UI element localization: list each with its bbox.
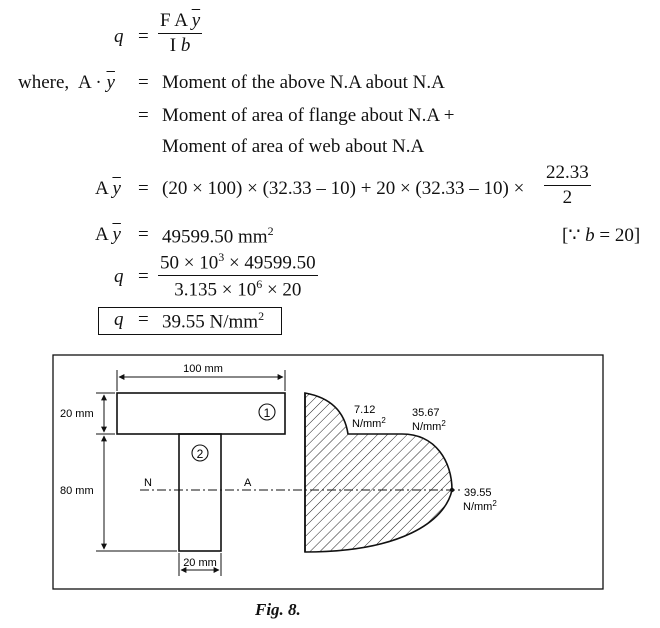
result-value: 39.55 $N/mm^2$ bbox=[162, 309, 265, 333]
eq3-value: 49599.50 $mm^2$ bbox=[162, 224, 274, 248]
note-b-equals-20: [∵ b = 20] bbox=[562, 225, 641, 246]
stress-flange-junction-unit: $N/mm^2$ bbox=[352, 416, 386, 430]
area-2-label: 2 bbox=[196, 447, 204, 461]
denominator-b: b bbox=[180, 35, 191, 56]
neutral-axis-label-a: A bbox=[244, 477, 252, 489]
eq2-rhs: (20 × 100) × (32.33 – 10) + 20 × (32.33 – 10) × bbox=[162, 178, 525, 199]
dim-flange-width: 100 mm bbox=[183, 363, 223, 375]
equals-sign: = bbox=[138, 105, 149, 126]
dim-web-depth: 80 mm bbox=[60, 485, 94, 497]
y-bar: $\overline{y}$ bbox=[191, 10, 201, 31]
numerator-fa: F A bbox=[160, 10, 192, 31]
stress-web-junction-value: 35.67 bbox=[412, 407, 440, 419]
equals-sign: = bbox=[138, 72, 149, 93]
fraction-substitution: $\frac{50 \times 10^3 \times 49599.50}{3.135 \times 10^6 \times 20}$ bbox=[160, 250, 316, 301]
flange-rectangle bbox=[117, 393, 285, 434]
symbol-q: q bbox=[114, 26, 124, 47]
stress-max-value: 39.55 bbox=[464, 487, 492, 499]
figure-caption: Fig. 8. bbox=[255, 600, 301, 619]
where-lhs: $A \cdot \overline{y}$ bbox=[78, 72, 115, 93]
equals-sign: = bbox=[138, 178, 149, 199]
eq3-lhs: A $\overline{y}$ bbox=[95, 224, 121, 245]
where-line-1: Moment of the above N.A about N.A bbox=[162, 72, 445, 93]
eq2-lhs: A $\overline{y}$ bbox=[95, 178, 121, 199]
stress-max-unit: $N/mm^2$ bbox=[463, 499, 497, 513]
symbol-q: q bbox=[114, 266, 124, 287]
neutral-axis-label-n: N bbox=[144, 477, 152, 489]
denominator-i: I bbox=[169, 35, 181, 56]
area-1-label: 1 bbox=[263, 406, 271, 420]
stress-web-junction-unit: $N/mm^2$ bbox=[412, 419, 446, 433]
fraction-22-33-over-2: $\frac{22.33}{2}$ bbox=[546, 162, 589, 208]
equals-sign: = bbox=[138, 224, 149, 245]
stress-flange-junction-value: 7.12 bbox=[354, 404, 376, 416]
where-line-2: Moment of area of flange about N.A + bbox=[162, 105, 455, 126]
dim-flange-thickness: 20 mm bbox=[60, 408, 94, 420]
equals-sign: = bbox=[138, 26, 149, 47]
equals-sign: = bbox=[138, 266, 149, 287]
max-stress-point bbox=[450, 488, 454, 492]
dim-web-width: 20 mm bbox=[183, 557, 217, 569]
where-line-3: Moment of area of web about N.A bbox=[162, 136, 425, 157]
where-label: where, bbox=[18, 72, 70, 93]
equals-sign: = bbox=[138, 309, 149, 330]
result-symbol-q: q bbox=[114, 309, 124, 330]
